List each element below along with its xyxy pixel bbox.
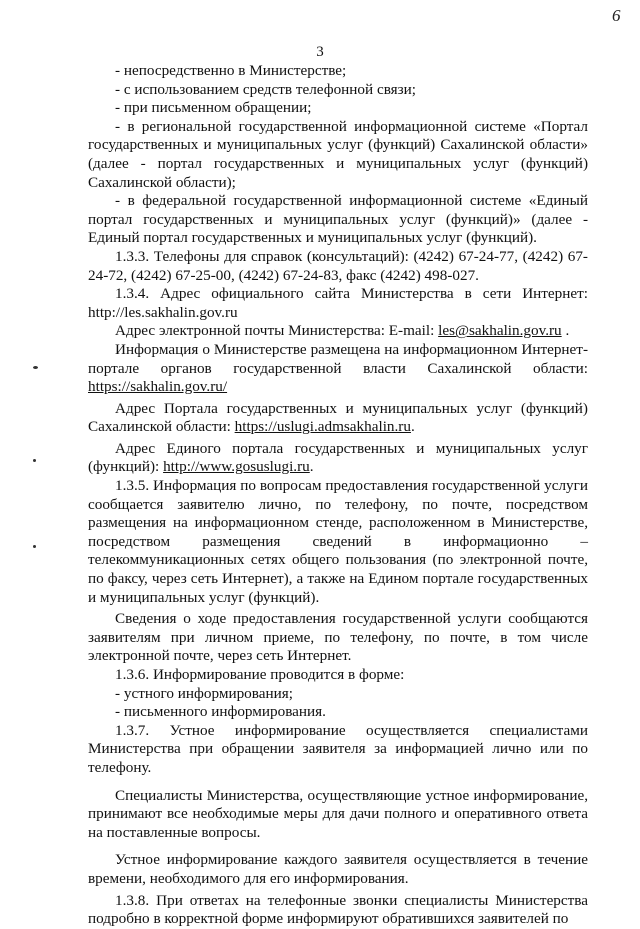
paragraph-1-3-4: 1.3.4. Адрес официального сайта Министерства в сети Интернет: http://les.sakhalin.gov.ru bbox=[88, 285, 588, 321]
regional-portal-text: Адрес Портала государственных и муниципальных услуг (функций) Сахалинской области: bbox=[88, 399, 588, 436]
info-portal-text: Информация о Министерстве размещена на информационном Интернет-портале органов государственной власти Сахалинской области: bbox=[88, 340, 588, 377]
info-portal-line bbox=[88, 341, 588, 397]
paragraph-list-item: - письменного информирования. bbox=[115, 703, 326, 721]
gosuslugi-link[interactable]: http://www.gosuslugi.ru bbox=[163, 458, 310, 476]
page-number: 3 bbox=[316, 44, 324, 60]
paragraph-1-3-5: 1.3.5. Информация по вопросам предоставления государственной услуги сообщается заявителю лично, по телефону, по почте, посредством размещения на информационном стенде, расположенном в Министерстве, посредством размещения сведений в информационно – телекоммуникационных сетях общего пользования (по электронной почте, по факсу, через сеть Интернет), а также на Едином портале государственных и муниципальных услуг (функций). bbox=[88, 477, 588, 606]
uslugi-admsakhalin-link[interactable]: https://uslugi.admsakhalin.ru bbox=[234, 418, 411, 436]
email-suffix: . bbox=[561, 322, 570, 340]
email-label: Адрес электронной почты Министерства: E-mail: bbox=[115, 322, 439, 340]
paragraph-svedeniya: Сведения о ходе предоставления государственной услуги сообщаются заявителям при личном приеме, по телефону, по почте, в том числе электронной почте, через сеть Интернет. bbox=[88, 610, 588, 665]
email-link[interactable]: les@sakhalin.gov.ru bbox=[438, 322, 562, 340]
email-line bbox=[88, 322, 588, 341]
paragraph-oral-info: Устное информирование каждого заявителя осуществляется в течение времени, необходимого для его информирования. bbox=[88, 851, 588, 887]
document-body bbox=[88, 62, 588, 929]
unified-portal-text: Адрес Единого портала государственных и муниципальных услуг (функций): bbox=[88, 439, 588, 476]
paragraph-1-3-7: 1.3.7. Устное информирование осуществляется специалистами Министерства при обращении заявителя за информацией лично или по телефону. bbox=[88, 721, 588, 776]
scan-speck bbox=[33, 459, 36, 462]
period: . bbox=[309, 458, 314, 476]
unified-portal-line bbox=[88, 440, 588, 477]
paragraph-list-item: - в региональной государственной информационной системе «Портал государственных и муниципальных услуг (функций) Сахалинской области» (далее - портал государственных и муниципальных услуг (функций) Сахалинской области); bbox=[88, 117, 588, 191]
period: . bbox=[410, 418, 415, 436]
paragraph-1-3-3: 1.3.3. Телефоны для справок (консультаций): (4242) 67-24-77, (4242) 67-24-72, (4242) 67-25-00, (4242) 67-24-83, факс (4242) 498-027. bbox=[88, 247, 588, 284]
sakhalin-gov-link[interactable]: https://sakhalin.gov.ru/ bbox=[88, 378, 228, 396]
paragraph-list-item: - непосредственно в Министерстве; bbox=[115, 62, 347, 79]
handwritten-page-mark: 6 bbox=[612, 6, 621, 25]
paragraph-1-3-6: 1.3.6. Информирование проводится в форме: bbox=[115, 666, 405, 683]
paragraph-list-item: - в федеральной государственной информационной системе «Единый портал государственных и муниципальных услуг (функций)» (далее - Единый портал государственных и муниципальных услуг (функций). bbox=[88, 192, 588, 247]
scan-speck bbox=[33, 366, 38, 369]
paragraph-list-item: - устного информирования; bbox=[115, 684, 293, 702]
paragraph-list-item: - с использованием средств телефонной связи; bbox=[115, 80, 416, 98]
paragraph-1-3-8: 1.3.8. При ответах на телефонные звонки специалисты Министерства подробно в корректной форме информируют обратившихся заявителей по bbox=[88, 891, 588, 928]
paragraph-specialists: Специалисты Министерства, осуществляющие устное информирование, принимают все необходимые меры для дачи полного и оперативного ответа на поставленные вопросы. bbox=[88, 786, 588, 841]
regional-portal-line bbox=[88, 400, 588, 437]
scan-speck bbox=[33, 545, 36, 548]
paragraph-list-item: - при письменном обращении; bbox=[115, 99, 312, 117]
